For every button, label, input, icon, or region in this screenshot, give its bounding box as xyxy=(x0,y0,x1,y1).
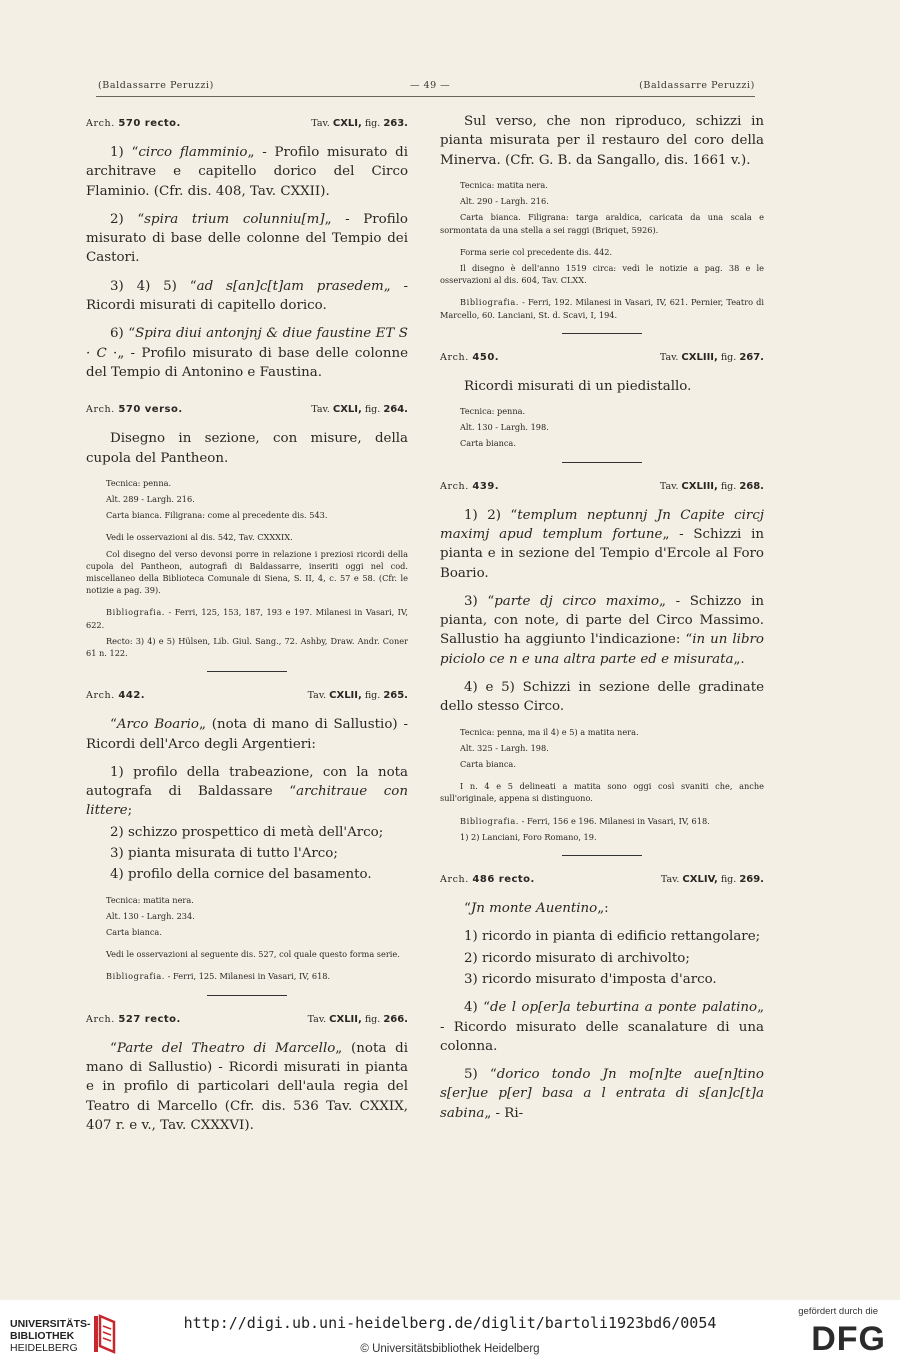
entry-paragraph: 3) 4) 5) “ad s[an]c[t]am prasedem„ - Ricordi misurati di capitello dorico. xyxy=(86,278,408,314)
entry-header-266: Arch. 527 recto. Tav. CXLII, fig. 266. xyxy=(86,1013,408,1025)
paper-note: Carta bianca. xyxy=(460,438,516,449)
funding-label: gefördert durch die xyxy=(798,1306,878,1317)
entry-header-268: Arch. 439. Tav. CXLIII, fig. 268. xyxy=(440,480,764,492)
dimensions-note: Alt. 325 - Largh. 198. xyxy=(460,742,549,753)
entry-header-265: Arch. 442. Tav. CXLII, fig. 265. xyxy=(86,690,408,702)
section-separator xyxy=(207,671,287,672)
section-separator xyxy=(562,333,642,334)
technique-note: Tecnica: penna. xyxy=(106,477,172,488)
section-separator xyxy=(562,462,642,463)
entry-header-264: Arch. 570 verso. Tav. CXLI, fig. 264. xyxy=(86,404,408,416)
section-separator xyxy=(207,995,287,996)
list-item: 3) pianta misurata di tutto l'Arco; xyxy=(110,846,338,862)
entry-paragraph: “Parte del Theatro di Marcello„ (nota di mano di Sallustio) - Ricordi misurati in pianta e in profilo di particolari dell'aula regia del Teatro di Marcello (Cfr. dis. 536 Tav. CXXIX, 407 r. e v., Tav. CXXXVI). xyxy=(86,1040,408,1133)
dfg-logo: DFG xyxy=(811,1320,886,1358)
section-separator xyxy=(562,855,642,856)
entry-paragraph: Ricordi misurati di un piedistallo. xyxy=(464,378,692,394)
viewer-footer xyxy=(0,1300,900,1365)
list-item: 2) schizzo prospettico di metà dell'Arco; xyxy=(110,824,384,840)
entry-paragraph: 5) “dorico tondo Jn mo[n]te aue[n]tino s[er]ue p[er] basa a l entrata di s[an]c[t]a sabina„ - Ri- xyxy=(440,1067,764,1121)
observation-note: Il disegno è dell'anno 1519 circa: vedi le notizie a pag. 38 e le osservazioni al dis. 604, Tav. CLXX. xyxy=(440,262,764,286)
running-head-left: (Baldassarre Peruzzi) xyxy=(98,80,214,91)
bibliography-note: Recto: 3) 4) e 5) Hülsen, Lib. Giul. Sang., 72. Ashby, Draw. Andr. Coner 61 n. 122. xyxy=(86,635,408,659)
entry-paragraph: “Jn monte Auentino„: xyxy=(464,901,609,917)
bibliography-note: Bibliografia. - Ferri, 156 e 196. Milanesi in Vasari, IV, 618. xyxy=(460,815,710,826)
entry-paragraph: 4) “de l op[er]a teburtina a ponte palatino„ - Ricordo misurato delle scanalature di una colonna. xyxy=(440,1000,764,1054)
entry-paragraph: 1) 2) “templum neptunnj Jn Capite circj maximj apud templum fortune„ - Schizzi in pianta e in sezione del Tempio d'Ercole al Foro Boario. xyxy=(440,507,764,581)
observation-note: Vedi le osservazioni al dis. 542, Tav. CXXXIX. xyxy=(106,532,293,543)
entry-paragraph: “Arco Boario„ (nota di mano di Sallustio) - Ricordi dell'Arco degli Argentieri: xyxy=(86,717,408,752)
paper-note: Carta bianca. xyxy=(460,759,516,769)
entry-header-269: Arch. 486 recto. Tav. CXLIV, fig. 269. xyxy=(440,874,764,886)
paper-note: Carta bianca. Filigrana: come al precedente dis. 543. xyxy=(106,510,328,521)
observation-note: I n. 4 e 5 delineati a matita sono oggi così svaniti che, anche sull'originale, appena si distinguono. xyxy=(440,781,764,804)
dimensions-note: Alt. 130 - Largh. 198. xyxy=(460,422,549,433)
entry-paragraph: 2) “spira trium colunniu[m]„ - Profilo misurato di base delle colonne del Tempio dei Castori. xyxy=(86,211,408,266)
technique-note: Tecnica: penna, ma il 4) e 5) a matita nera. xyxy=(460,726,639,737)
list-item: 3) ricordo misurato d'imposta d'arco. xyxy=(464,971,717,987)
technique-note: Tecnica: penna. xyxy=(460,406,526,417)
entry-paragraph: 3) “parte dj circo maximo„ - Schizzo in pianta, con note, di parte del Circo Massimo. Sallustio ha aggiunto l'indicazione: “in un libro piciolo ce n e una altra parte ed e misurata„. xyxy=(440,593,764,667)
list-item: 1) profilo della trabeazione, con la nota autografa di Baldassare “architraue con littere; xyxy=(86,764,408,819)
running-head-right: (Baldassarre Peruzzi) xyxy=(639,80,755,91)
paper-note: Carta bianca. xyxy=(106,927,162,938)
right-column xyxy=(440,108,764,1132)
dimensions-note: Alt. 290 - Largh. 216. xyxy=(460,196,549,207)
entry-paragraph: Sul verso, che non riproduco, schizzi in pianta misurata per il restauro del coro della Minerva. (Cfr. G. B. da Sangallo, dis. 1661 v.). xyxy=(440,114,764,168)
technique-note: Tecnica: matita nera. xyxy=(460,179,548,190)
dimensions-note: Alt. 289 - Largh. 216. xyxy=(106,494,195,505)
page-number: — 49 — xyxy=(410,80,451,91)
entry-header-267: Arch. 450. Tav. CXLIII, fig. 267. xyxy=(440,351,764,363)
entry-header-263: Arch. 570 recto. Tav. CXLI, fig. 263. xyxy=(86,118,408,129)
bibliography-note: 1) 2) Lanciani, Foro Romano, 19. xyxy=(460,831,597,842)
paper-note: Carta bianca. Filigrana: targa araldica, caricata da una scala e sormontata da una stella a sei raggi (Briquet, 5926). xyxy=(440,212,764,235)
left-column xyxy=(86,108,408,1144)
technique-note: Tecnica: matita nera. xyxy=(106,894,194,905)
header-rule xyxy=(96,96,755,97)
bibliography-note: Bibliografia. - Ferri, 192. Milanesi in Vasari, IV, 621. Pernier, Teatro di Marcello, 60. Lanciani, St. d. Scavi, I, 194. xyxy=(440,297,764,320)
observation-note: Vedi le osservazioni al seguente dis. 527, col quale questo forma serie. xyxy=(106,949,400,960)
bibliography-note: Bibliografia. - Ferri, 125, 153, 187, 193 e 197. Milanesi in Vasari, IV, 622. xyxy=(86,607,408,630)
bibliography-note: Bibliografia. - Ferri, 125. Milanesi in Vasari, IV, 618. xyxy=(106,971,331,982)
observation-note: Forma serie col precedente dis. 442. xyxy=(460,246,613,257)
dimensions-note: Alt. 130 - Largh. 234. xyxy=(106,910,195,921)
entry-paragraph: 1) “circo flamminio„ - Profilo misurato di architrave e capitello dorico del Circo Flaminio. (Cfr. dis. 408, Tav. CXXII). xyxy=(86,145,408,199)
library-name: UNIVERSITÄTS- BIBLIOTHEK HEIDELBERG xyxy=(10,1318,91,1354)
permalink-url[interactable]: http://digi.ub.uni-heidelberg.de/diglit/bartoli1923bd6/0054 xyxy=(183,1314,717,1332)
observation-note: Col disegno del verso devonsi porre in relazione i preziosi ricordi della cupola del Pantheon, autografi di Baldassarre, inseriti oggi nel cod. miscellaneo della Biblioteca Comunale di Siena, S. II, 4, c. 57 e 58. (Cfr. le notizie a pag. 39). xyxy=(86,548,408,596)
entry-paragraph: 6) “Spira diui antonjnj & diue faustine ET S · C ·„ - Profilo misurato di base delle colonne del Tempio di Antonino e Faustina. xyxy=(86,326,408,380)
list-item: 4) profilo della cornice del basamento. xyxy=(110,867,372,883)
entry-paragraph: Disegno in sezione, con misure, della cupola del Pantheon. xyxy=(86,431,408,466)
entry-paragraph: 4) e 5) Schizzi in sezione delle gradinate dello stesso Circo. xyxy=(440,680,764,715)
list-item: 2) ricordo misurato di archivolto; xyxy=(464,950,690,966)
copyright-notice: © Universitätsbibliothek Heidelberg xyxy=(360,1343,540,1355)
list-item: 1) ricordo in pianta di edificio rettangolare; xyxy=(464,929,761,945)
